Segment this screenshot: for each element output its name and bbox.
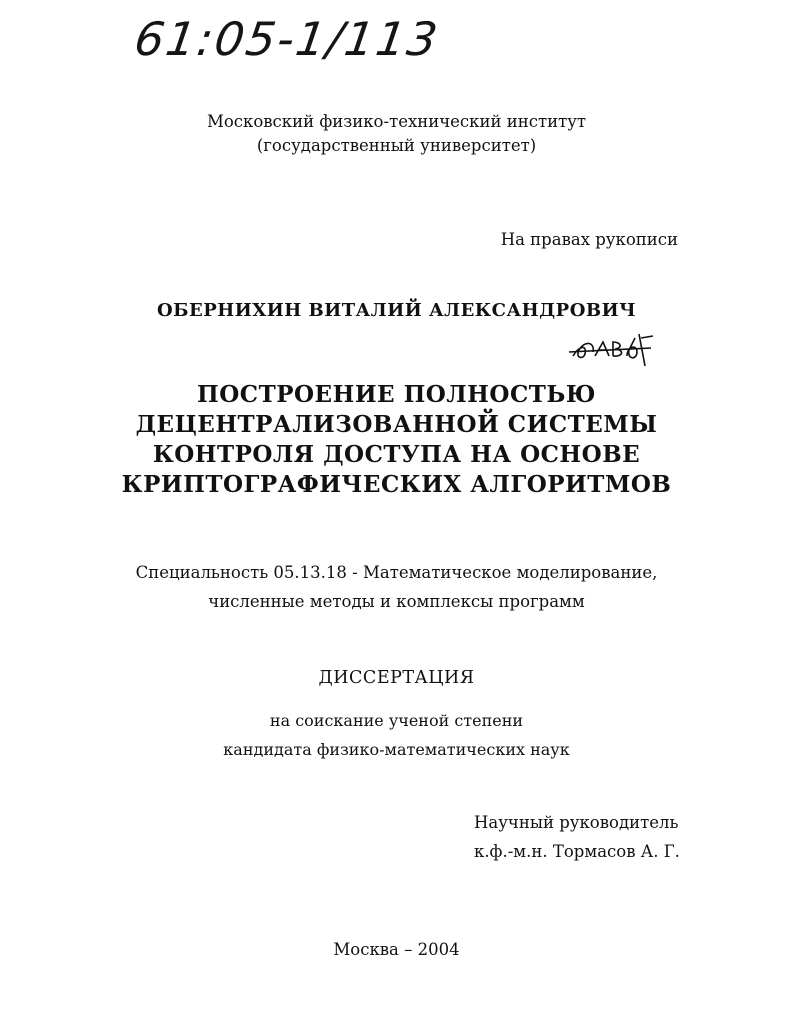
title-line: ДЕЦЕНТРАЛИЗОВАННОЙ СИСТЕМЫ <box>135 411 658 438</box>
advisor-label: Научный руководитель <box>474 813 679 832</box>
specialty-block <box>0 558 793 616</box>
institute-block <box>0 110 793 158</box>
title-line: КРИПТОГРАФИЧЕСКИХ АЛГОРИТМОВ <box>121 471 672 498</box>
rights-note: На правах рукописи <box>500 230 678 249</box>
archive-code-handwritten: 61:05-1/113 <box>131 12 443 66</box>
advisor-name: к.ф.-м.н. Тормасов А. Г. <box>474 842 680 861</box>
title-line: ПОСТРОЕНИЕ ПОЛНОСТЬЮ <box>197 381 596 408</box>
advisor-block <box>474 808 680 866</box>
institute-name: Московский физико-технический институт <box>206 112 587 131</box>
institute-subtitle: (государственный университет) <box>256 136 537 155</box>
degree-line-1: на соискание ученой степени <box>269 711 524 730</box>
specialty-line-1: Специальность 05.13.18 - Математическое моделирование, <box>135 563 658 582</box>
dissertation-title <box>0 380 793 500</box>
dissertation-label: ДИССЕРТАЦИЯ <box>318 668 475 688</box>
place-year: Москва – 2004 <box>333 940 460 959</box>
specialty-line-2: численные методы и комплексы программ <box>208 592 585 611</box>
degree-line-2: кандидата физико-математических наук <box>223 740 570 759</box>
author-name: ОБЕРНИХИН ВИТАЛИЙ АЛЕКСАНДРОВИЧ <box>156 300 637 321</box>
title-line: КОНТРОЛЯ ДОСТУПА НА ОСНОВЕ <box>152 441 641 468</box>
signature-icon <box>565 330 655 370</box>
degree-block <box>0 706 793 764</box>
